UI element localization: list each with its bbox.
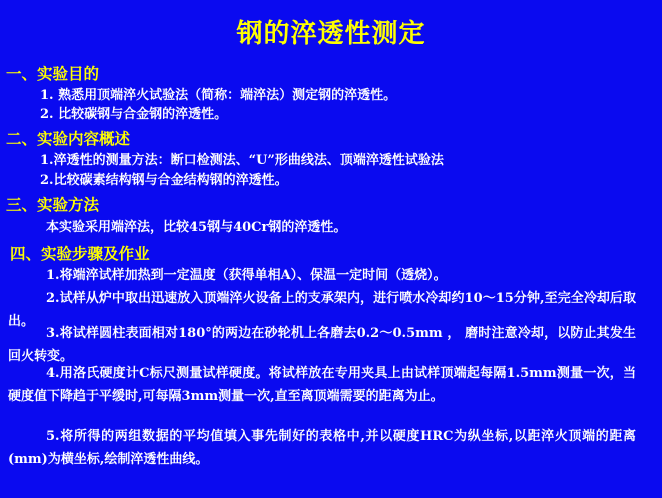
step-4: 4.用洛氏硬度计C标尺测量试样硬度。将试样放在专用夹具上由试样顶端起每隔1.5mm测量一次，当硬度值下降趋于平缓时,可每隔3mm测量一次,直至离顶端需要的距离为止。: [8, 366, 636, 404]
purpose-item-1: 1. 熟悉用顶端淬火试验法（简称：端淬法）测定钢的淬透性。: [40, 88, 397, 103]
section-heading-overview: 二、实验内容概述: [6, 129, 131, 148]
step-1: 1.将端淬试样加热到一定温度（获得单相A）、保温一定时间（透烧）。: [46, 268, 447, 283]
overview-item-1: 1.淬透性的测量方法：断口检测法、“U”形曲线法、顶端淬透性试验法: [40, 153, 444, 168]
method-item-1: 本实验采用端淬法，比较45钢与40Cr钢的淬透性。: [46, 220, 347, 235]
step-2: 2.试样从炉中取出迅速放入顶端淬火设备上的支承架内，进行喷水冷却约10～15分钟,至完全冷却后取出。: [8, 291, 636, 329]
section-heading-method: 三、实验方法: [6, 195, 100, 214]
section-heading-steps: 四、实验步骤及作业: [10, 244, 150, 263]
step-3: 3.将试样圆柱表面相对180°的两边在砂轮机上各磨去0.2～0.5mm ， 磨时注意冷却，以防止其发生回火转变。: [8, 326, 636, 364]
section-heading-purpose: 一、实验目的: [6, 64, 100, 83]
overview-item-2: 2.比较碳素结构钢与合金结构钢的淬透性。: [40, 173, 288, 188]
purpose-item-2: 2. 比较碳钢与合金钢的淬透性。: [40, 107, 228, 122]
step-5: 5.将所得的两组数据的平均值填入事先制好的表格中,并以硬度HRC为纵坐标,以距淬火顶端的距离 (mm)为横坐标,绘制淬透性曲线。: [8, 429, 636, 467]
slide-title: 钢的淬透性测定: [236, 19, 426, 49]
